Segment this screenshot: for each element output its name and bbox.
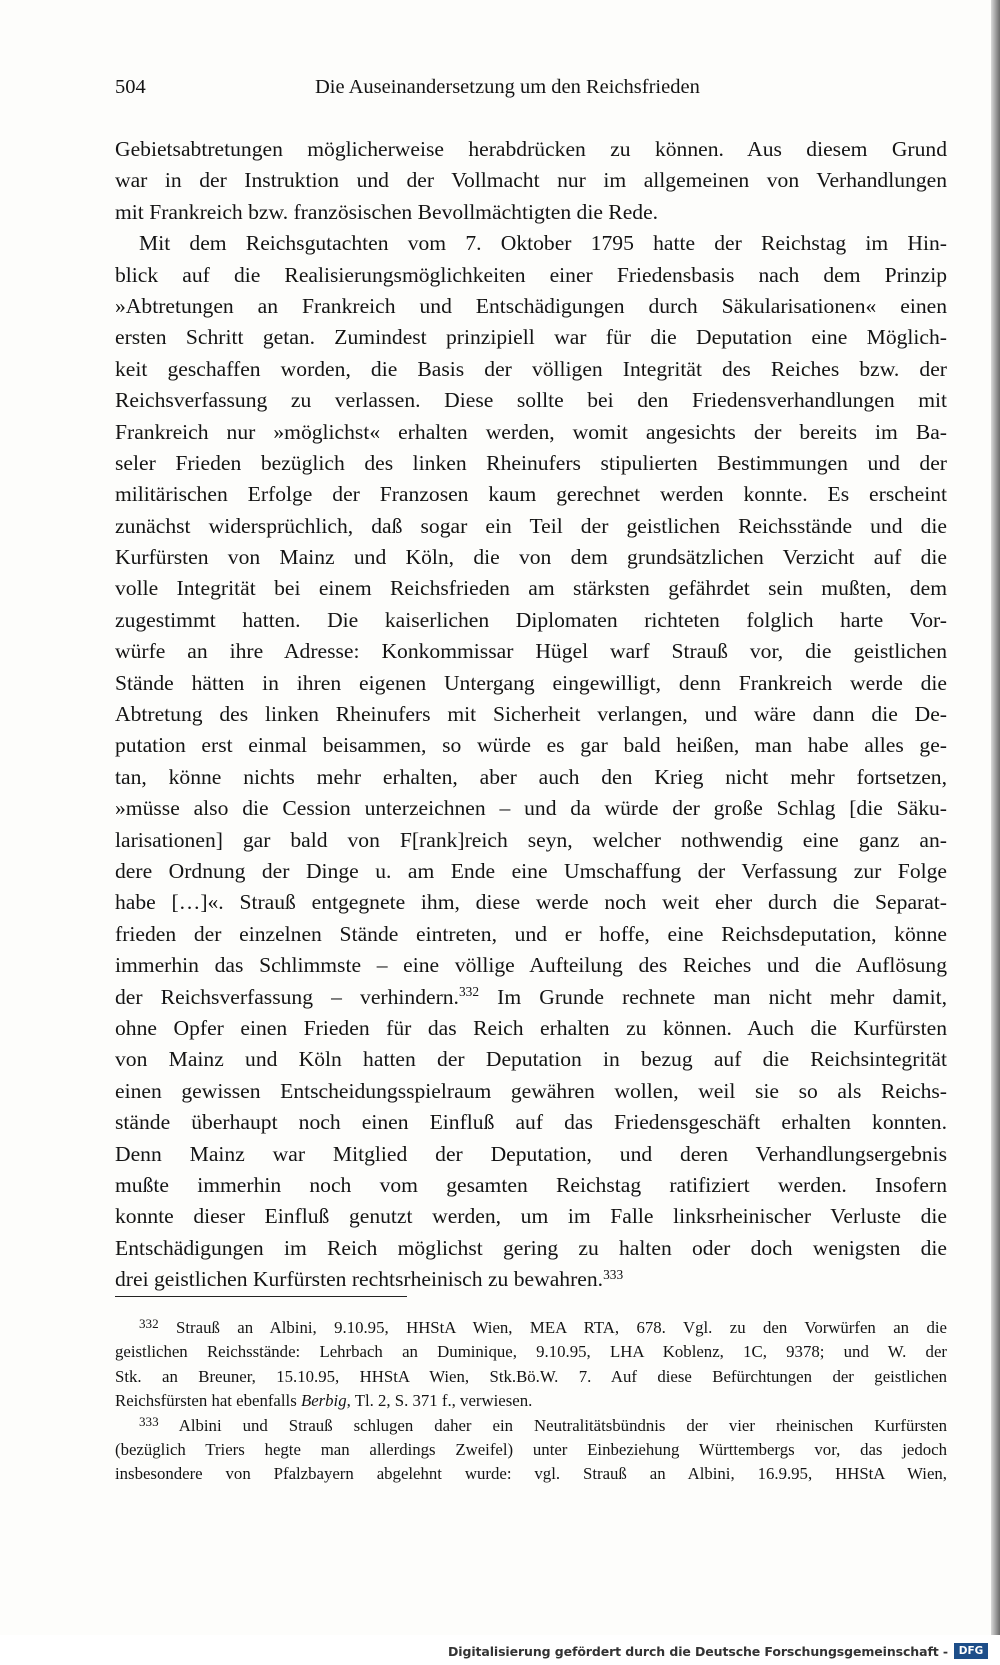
footnote-333-line: (bezüglich Triers hegte man allerdings Zweifel) unter Einbeziehung Württembergs vor, das jedoch — [115, 1439, 947, 1459]
text-line-start: der Reichsverfassung – verhindern. — [115, 984, 459, 1009]
running-title: Die Auseinandersetzung um den Reichsfrieden — [315, 76, 700, 98]
text-line: Entschädigungen im Reich möglichst gering zu halten oder doch wenigsten die — [115, 1235, 947, 1260]
footnotes — [115, 1316, 947, 1487]
text-line: immerhin das Schlimmste – eine völlige Aufteilung des Reiches und die Auflösung — [115, 953, 947, 978]
text-line: stände überhaupt noch einen Einfluß auf das Friedensgeschäft erhalten konnten. — [115, 1110, 947, 1135]
text-line: Gebietsabtretungen möglicherweise herabdrücken zu können. Aus diesem Grund — [115, 137, 947, 161]
text-line: Kurfürsten von Mainz und Köln, die von dem grundsätzlichen Verzicht auf die — [115, 545, 947, 570]
footnote-divider — [115, 1296, 407, 1297]
footnote-number: 333 — [139, 1413, 159, 1429]
text-line: mußte immerhin noch vom gesamten Reichstag ratifiziert werden. Insofern — [115, 1172, 947, 1197]
footnote-333-line — [115, 1414, 947, 1438]
text-line: frieden der einzelnen Stände eintreten, und er hoffe, eine Reichsdeputation, könne — [115, 921, 947, 946]
text-line — [115, 1264, 947, 1295]
text-line: ohne Opfer einen Frieden für das Reich erhalten zu können. Auch die Kurfürsten — [115, 1015, 947, 1040]
text-line: zugestimmt hatten. Die kaiserlichen Diplomaten richteten folglich harte Vor- — [115, 607, 947, 632]
footnote-332-line — [115, 1389, 947, 1413]
text-line: larisationen] gar bald von F[rank]reich seyn, welcher nothwendig eine ganz an- — [115, 827, 947, 852]
footnote-text: Strauß an Albini, 9.10.95, HHStA Wien, MEA RTA, 678. Vgl. zu den Vorwürfen an die — [158, 1318, 947, 1337]
text-line: war in der Instruktion und der Vollmacht nur im allgemeinen von Verhandlungen — [115, 168, 947, 193]
text-line: einen gewissen Entscheidungsspielraum gewähren wollen, weil sie so als Reichs- — [115, 1078, 947, 1103]
text-line: volle Integrität bei einem Reichsfrieden am stärksten gefährdet sein mußten, dem — [115, 576, 947, 601]
text-line: »Abtretungen an Frankreich und Entschädigungen durch Säkularisationen« einen — [115, 293, 947, 318]
main-text — [115, 134, 947, 1295]
text-line: blick auf die Realisierungsmöglichkeiten einer Friedensbasis nach dem Prinzip — [115, 262, 947, 287]
running-header — [115, 76, 947, 106]
text-line: Denn Mainz war Mitglied der Deputation, und deren Verhandlungsergebnis — [115, 1141, 947, 1166]
text-line: Frankreich nur »möglichst« erhalten werden, womit angesichts der bereits im Ba- — [115, 419, 947, 444]
text-line: ersten Schritt getan. Zumindest prinzipiell war für die Deputation eine Möglich- — [115, 325, 947, 350]
footnote-text: Albini und Strauß schlugen daher ein Neutralitätsbündnis der vier rheinischen Kurfürsten — [158, 1415, 947, 1435]
text-line: dere Ordnung der Dinge u. am Ende eine Umschaffung der Verfassung zur Folge — [115, 858, 947, 883]
text-line: Mit dem Reichsgutachten vom 7. Oktober 1795 hatte der Reichstag im Hin- — [139, 231, 947, 256]
text-line: würfe an ihre Adresse: Konkommissar Hügel warf Strauß vor, die geistlichen — [115, 639, 947, 664]
digitization-footer — [0, 1635, 1000, 1665]
dfg-logo-icon[interactable]: DFG — [954, 1643, 988, 1659]
footnote-ref-332[interactable]: 332 — [458, 984, 480, 1000]
text-line: putation erst einmal beisammen, so würde es gar bald heißen, man habe alles ge- — [115, 733, 947, 758]
page-edge-shadow — [991, 0, 1000, 1665]
text-line — [115, 982, 947, 1013]
text-line: tan, könne nichts mehr erhalten, aber auch den Krieg nicht mehr fortsetzen, — [115, 764, 947, 789]
text-line: keit geschaffen worden, die Basis der völligen Integrität des Reiches bzw. der — [115, 356, 947, 381]
text-line-end: Im Grunde rechnete man nicht mehr damit, — [479, 984, 947, 1009]
footnote-ref-333[interactable]: 333 — [603, 1266, 624, 1282]
text-line-start: drei geistlichen Kurfürsten rechtsrheinisch zu bewahren. — [115, 1267, 604, 1292]
footnote-text: , Tl. 2, S. 371 f., verwiesen. — [346, 1391, 533, 1411]
text-line: »müsse also die Cession unterzeichnen – und da würde der große Schlag [die Säku- — [115, 796, 947, 821]
footnote-number: 332 — [139, 1316, 159, 1332]
text-line: habe […]«. Strauß entgegnete ihm, diese werde noch weit eher durch die Separat- — [115, 890, 947, 915]
footnote-text: Reichsfürsten hat ebenfalls — [115, 1391, 301, 1411]
text-line: Stände hätten in ihren eigenen Untergang eingewilligt, denn Frankreich werde die — [115, 670, 947, 695]
footnote-332-line: Stk. an Breuner, 15.10.95, HHStA Wien, Stk.Bö.W. 7. Auf diese Befürchtungen der geistlichen — [115, 1366, 947, 1386]
text-line: mit Frankreich bzw. französischen Bevollmächtigten die Rede. — [115, 199, 659, 224]
text-line: zunächst widersprüchlich, daß sogar ein Teil der geistlichen Reichsstände und die — [115, 513, 947, 538]
text-line: konnte dieser Einfluß genutzt werden, um im Falle linksrheinischer Verluste die — [115, 1204, 947, 1229]
text-line: Abtretung des linken Rheinufers mit Sicherheit verlangen, und wäre dann die De- — [115, 702, 947, 727]
text-line: seler Frieden bezüglich des linken Rheinufers stipulierten Bestimmungen und der — [115, 450, 947, 475]
footnote-332-line — [115, 1316, 947, 1340]
page-number: 504 — [115, 76, 146, 98]
text-line: militärischen Erfolge der Franzosen kaum gerechnet werden konnte. Es erscheint — [115, 482, 947, 507]
footnote-333-line: insbesondere von Pfalzbayern abgelehnt wurde: vgl. Strauß an Albini, 16.9.95, HHStA Wien, — [115, 1464, 947, 1484]
funding-credit: Digitalisierung gefördert durch die Deutsche Forschungsgemeinschaft - — [448, 1644, 948, 1659]
footnote-332-line: geistlichen Reichsstände: Lehrbach an Duminique, 9.10.95, LHA Koblenz, 1C, 9378; und W. der — [115, 1342, 947, 1362]
text-line: Reichsverfassung zu verlassen. Diese sollte bei den Friedensverhandlungen mit — [115, 388, 947, 413]
author-name: Berbig — [300, 1391, 347, 1411]
text-line: von Mainz und Köln hatten der Deputation in bezug auf die Reichsintegrität — [115, 1047, 947, 1072]
